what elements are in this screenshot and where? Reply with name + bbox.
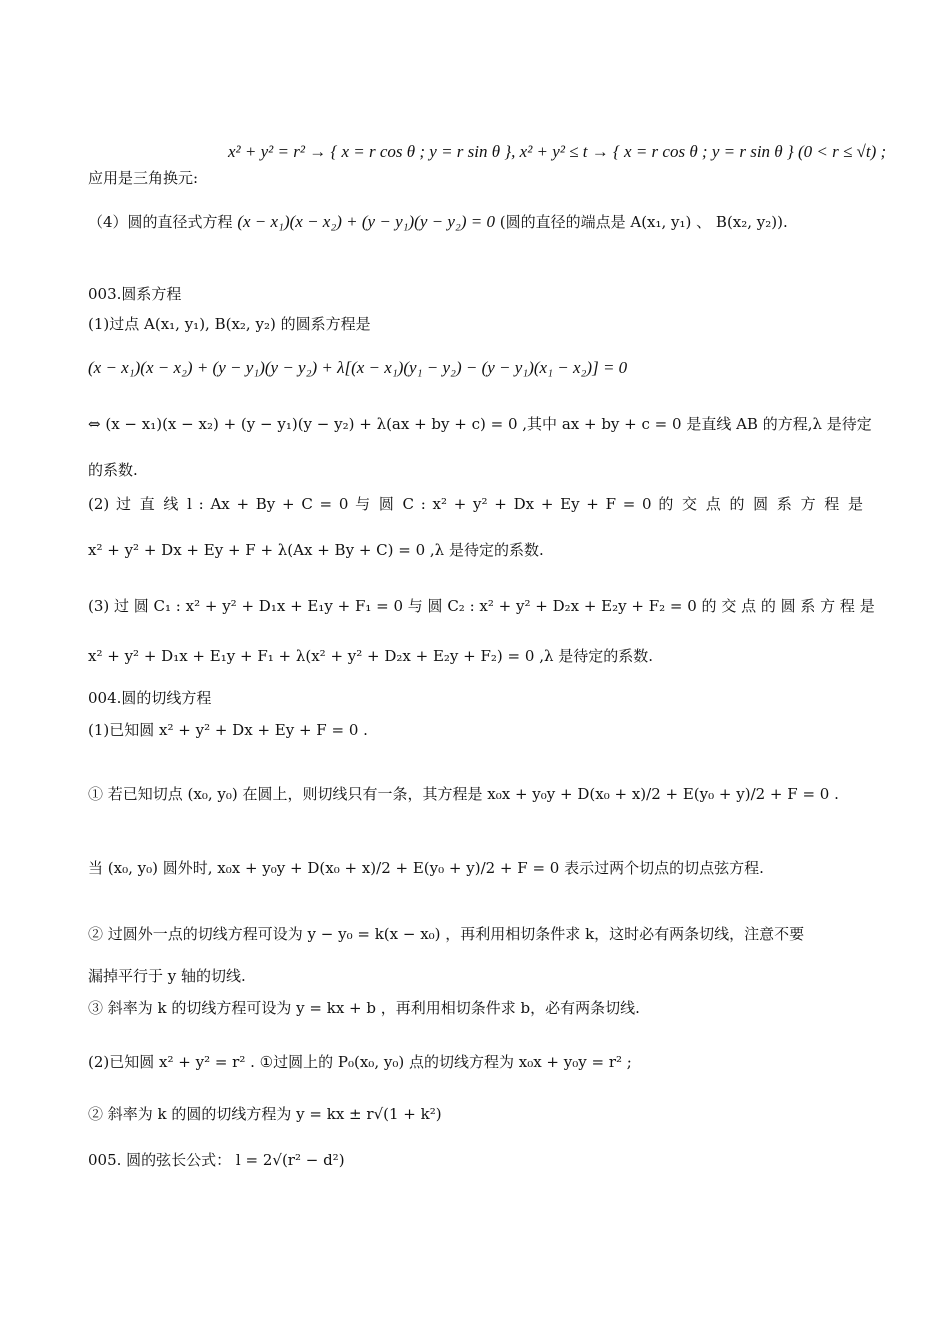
s003-1-formula: (x − x₁)(x − x₂) + (y − y₁)(y − y₂) + λ[(x − x₁)(y₁ − y₂) − (y − y₁)(x₁ − x₂)] = 0 (88, 358, 628, 377)
s003-1-label: (1)过点 A(x₁, y₁), B(x₂, y₂) 的圆系方程是 (88, 315, 371, 333)
s003-2-b: x² + y² + Dx + Ey + F + λ(Ax + By + C) = 0 ,λ 是待定的系数. (88, 541, 544, 559)
trig-label: 应用是三角换元: (88, 169, 199, 187)
s004-2: (2)已知圆 x² + y² = r² . ①过圆上的 P₀(x₀, y₀) 点的切线方程为 x₀x + y₀y = r² ; (88, 1053, 632, 1071)
s004-1: (1)已知圆 x² + y² + Dx + Ey + F = 0 . (88, 721, 368, 739)
trig-substitution (88, 128, 887, 187)
s004-case2b: 漏掉平行于 y 轴的切线. (88, 967, 246, 985)
s003-1-cont: 的系数. (88, 461, 138, 479)
diameter-formula: (x − x₁)(x − x₂) + (y − y₁)(y − y₂) = 0 (237, 212, 495, 231)
s004-case3: ③ 斜率为 k 的切线方程可设为 y = kx + b ，再利用相切条件求 b，必有两条切线. (88, 999, 640, 1017)
s003-2-a: (2) 过 直 线 l : Ax + By + C = 0 与 圆 C : x² + y² + Dx + Ey + F = 0 的 交 点 的 圆 系 方 程 是 (88, 495, 863, 513)
s004-2b: ② 斜率为 k 的圆的切线方程为 y = kx ± r√(1 + k²) (88, 1105, 442, 1123)
diameter-label: （4）圆的直径式方程 (88, 213, 233, 231)
trig-formula: x² + y² = r² → { x = r cos θ ; y = r sin θ }, x² + y² ≤ t → { x = r cos θ ; y = r sin θ } (0 < r ≤ √t) ; (228, 142, 887, 161)
section-003-title: 003.圆系方程 (88, 285, 182, 303)
section-005: 005. 圆的弦长公式： l = 2√(r² − d²) (88, 1151, 345, 1169)
s004-case2: ② 过圆外一点的切线方程可设为 y − y₀ = k(x − x₀) ，再利用相切条件求 k，这时必有两条切线，注意不要 (88, 925, 805, 943)
s003-1-equiv: ⇔ (x − x₁)(x − x₂) + (y − y₁)(y − y₂) + λ(ax + by + c) = 0 ,其中 ax + by + c = 0 是直线 AB 的方程,λ 是待定 (88, 415, 872, 433)
s004-case1b: 当 (x₀, y₀) 圆外时, x₀x + y₀y + D(x₀ + x)/2 + E(y₀ + y)/2 + F = 0 表示过两个切点的切点弦方程. (88, 859, 764, 877)
s003-3-b: x² + y² + D₁x + E₁y + F₁ + λ(x² + y² + D₂x + E₂y + F₂) = 0 ,λ 是待定的系数. (88, 647, 654, 665)
s003-3-a: (3) 过 圆 C₁ : x² + y² + D₁x + E₁y + F₁ = 0 与 圆 C₂ : x² + y² + D₂x + E₂y + F₂ = 0 的 交 点 的 圆 系 方 程 是 (88, 597, 875, 615)
diameter-form (88, 212, 863, 232)
s004-case1: ① 若已知切点 (x₀, y₀) 在圆上，则切线只有一条，其方程是 x₀x + y₀y + D(x₀ + x)/2 + E(y₀ + y)/2 + F = 0 . (88, 785, 839, 803)
diameter-note: (圆的直径的端点是 A(x₁, y₁) 、 B(x₂, y₂)). (499, 213, 788, 231)
section-004-title: 004.圆的切线方程 (88, 689, 212, 707)
